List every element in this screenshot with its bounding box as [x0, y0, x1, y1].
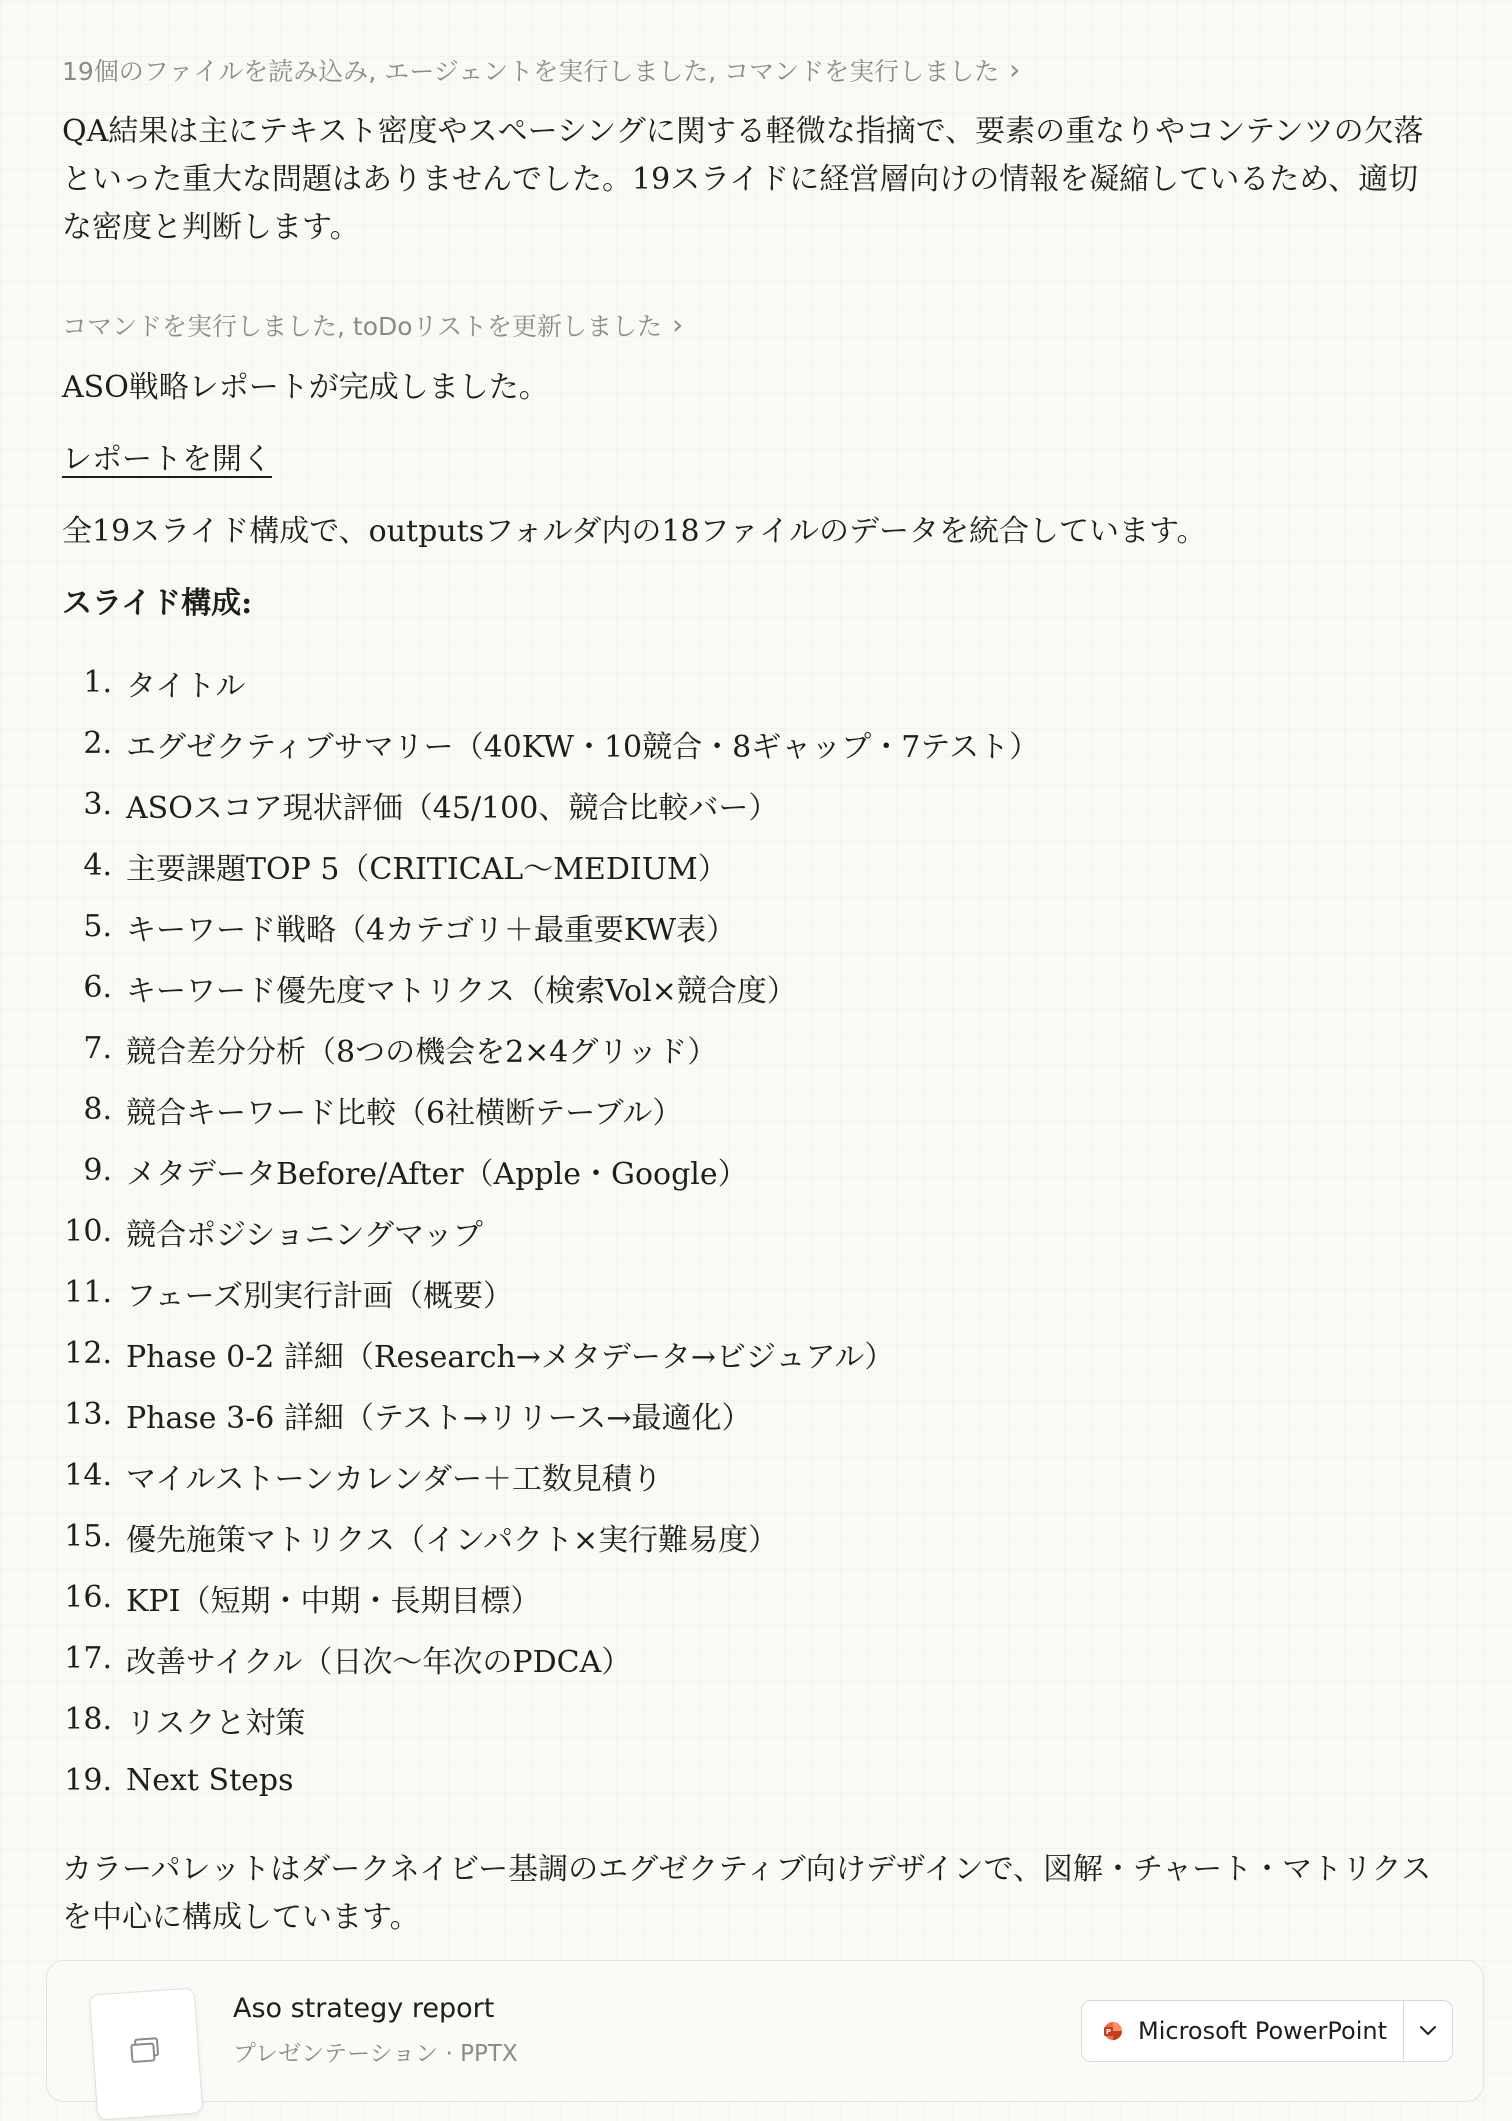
report-summary: 全19スライド構成で、outputsフォルダ内の18ファイルのデータを統合しています。 — [62, 514, 1207, 549]
activity-summary-label: 19個のファイルを読み込み, エージェントを実行しました, コマンドを実行しました — [62, 57, 1000, 86]
slide-list-item — [62, 1567, 1039, 1628]
file-title: Aso strategy report — [233, 1993, 495, 2024]
qa-result-paragraph: QA結果は主にテキスト密度やスペーシングに関する軽微な指摘で、要素の重なりやコンテンツの欠落といった重大な問題はありませんでした。19スライドに経営層向けの情報を凝縮しているため、適切な密度と判断します。 — [62, 114, 1424, 245]
slide-title: Next Steps — [126, 1763, 294, 1798]
slide-title: エグゼクティブサマリー（40KW・10競合・8ギャップ・7テスト） — [126, 729, 1040, 765]
slide-number: 1. — [83, 665, 112, 700]
activity-summary-label: コマンドを実行しました, toDoリストを更新しました — [62, 312, 663, 341]
file-card[interactable] — [46, 1960, 1484, 2102]
slide-list-item — [62, 835, 1039, 896]
chevron-right-icon: › — [672, 308, 684, 341]
slide-title: タイトル — [126, 668, 246, 704]
palette-paragraph: カラーパレットはダークネイビー基調のエグゼクティブ向けデザインで、図解・チャート・マトリクスを中心に構成しています。 — [62, 1852, 1432, 1935]
slide-list-item — [62, 1018, 1039, 1079]
slide-number: 12. — [64, 1336, 112, 1371]
slide-list-item — [62, 1628, 1039, 1689]
file-thumbnail — [89, 1987, 204, 2120]
slide-number: 9. — [83, 1153, 112, 1188]
open-with-split-button — [1081, 2000, 1453, 2062]
powerpoint-logo-icon — [1102, 2020, 1124, 2042]
chevron-down-icon — [1418, 2025, 1438, 2037]
slide-list-item — [62, 774, 1039, 835]
slide-list-item — [62, 1079, 1039, 1140]
slide-list-item — [62, 1689, 1039, 1750]
slide-title: キーワード優先度マトリクス（検索Vol×競合度） — [126, 973, 797, 1009]
open-with-label: Microsoft PowerPoint — [1138, 2017, 1387, 2045]
slide-number: 19. — [64, 1763, 112, 1798]
open-with-dropdown[interactable] — [1403, 2001, 1452, 2061]
slide-number: 10. — [64, 1214, 112, 1249]
slide-number: 2. — [83, 726, 112, 761]
slide-number: 15. — [64, 1519, 112, 1554]
slide-number: 6. — [83, 970, 112, 1005]
chevron-right-icon: › — [1009, 53, 1021, 86]
slide-title: ASOスコア現状評価（45/100、競合比較バー） — [126, 790, 779, 826]
slide-title: 優先施策マトリクス（インパクト×実行難易度） — [126, 1522, 779, 1558]
slide-title: リスクと対策 — [126, 1705, 306, 1741]
slide-list-item — [62, 1750, 1039, 1811]
activity-summary-files[interactable] — [62, 52, 1020, 88]
slide-title: Phase 3-6 詳細（テスト→リリース→最適化） — [126, 1400, 752, 1436]
open-report-link[interactable]: レポートを開く — [62, 442, 272, 477]
slide-number: 3. — [83, 787, 112, 822]
slide-list-item — [62, 1201, 1039, 1262]
slide-number: 18. — [64, 1702, 112, 1737]
open-in-powerpoint-button[interactable] — [1082, 2001, 1403, 2061]
slide-list-item — [62, 713, 1039, 774]
slide-list-item — [62, 957, 1039, 1018]
activity-summary-commands[interactable] — [62, 307, 683, 343]
presentation-file-icon — [129, 2036, 163, 2066]
slide-number: 5. — [83, 909, 112, 944]
slide-title: メタデータBefore/After（Apple・Google） — [126, 1156, 748, 1192]
slides-heading: スライド構成: — [62, 586, 253, 621]
slide-number: 14. — [64, 1458, 112, 1493]
slide-number: 7. — [83, 1031, 112, 1066]
slide-title: 競合キーワード比較（6社横断テーブル） — [126, 1095, 683, 1131]
slide-title: 競合ポジショニングマップ — [126, 1217, 483, 1253]
slide-number: 4. — [83, 848, 112, 883]
slide-title: 改善サイクル（日次〜年次のPDCA） — [126, 1644, 632, 1680]
slide-number: 13. — [64, 1397, 112, 1432]
slide-title: 競合差分分析（8つの機会を2×4グリッド） — [126, 1034, 718, 1070]
svg-text:P: P — [1105, 2028, 1112, 2037]
completion-message: ASO戦略レポートが完成しました。 — [62, 370, 549, 405]
slide-list-item — [62, 652, 1039, 713]
slide-title: Phase 0-2 詳細（Research→メタデータ→ビジュアル） — [126, 1339, 895, 1375]
slide-list-item — [62, 1506, 1039, 1567]
slide-list-item — [62, 1140, 1039, 1201]
slide-title: キーワード戦略（4カテゴリ＋最重要KW表） — [126, 912, 737, 948]
slide-number: 8. — [83, 1092, 112, 1127]
slide-number: 16. — [64, 1580, 112, 1615]
file-meta: プレゼンテーション · PPTX — [233, 2041, 518, 2067]
slide-list — [62, 652, 1039, 1811]
slide-title: 主要課題TOP 5（CRITICAL〜MEDIUM） — [126, 851, 728, 887]
slide-list-item — [62, 896, 1039, 957]
slide-title: KPI（短期・中期・長期目標） — [126, 1583, 541, 1619]
slide-number: 11. — [64, 1275, 112, 1310]
slide-list-item — [62, 1323, 1039, 1384]
slide-title: フェーズ別実行計画（概要） — [126, 1278, 513, 1314]
slide-number: 17. — [64, 1641, 112, 1676]
slide-title: マイルストーンカレンダー＋工数見積り — [126, 1461, 662, 1497]
slide-list-item — [62, 1445, 1039, 1506]
slide-list-item — [62, 1384, 1039, 1445]
slide-list-item — [62, 1262, 1039, 1323]
